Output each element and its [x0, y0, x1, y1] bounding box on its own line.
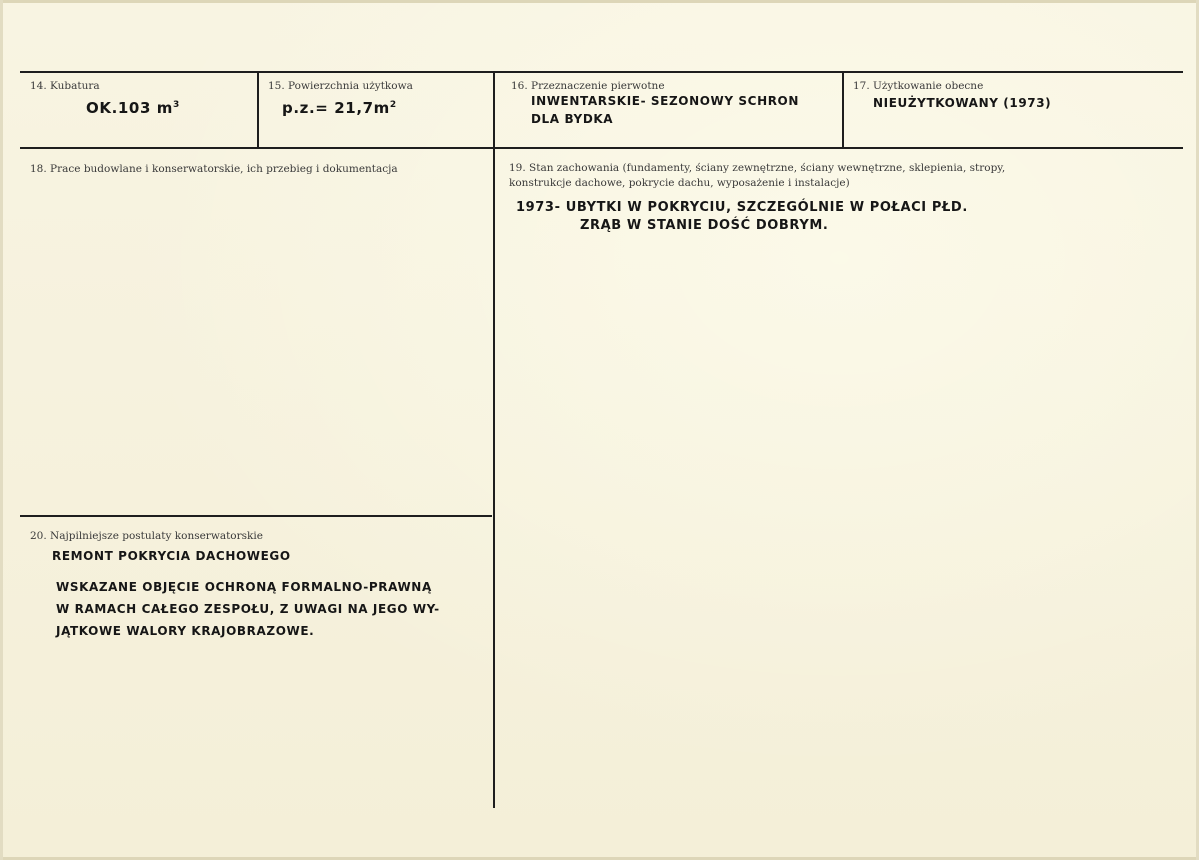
field-14-value [86, 99, 180, 117]
field-15-value-text: p.z.= 21,7m [282, 99, 390, 117]
card-edge-top [0, 0, 1199, 3]
field-19-label [509, 161, 1169, 191]
field-17-value: NIEUŻYTKOWANY (1973) [873, 96, 1052, 110]
divider-14-15 [257, 72, 259, 148]
field-14-value-exponent: 3 [173, 100, 180, 110]
field-16-value-line2: DLA BYDKA [531, 112, 614, 126]
field-20-label: 20. Najpilniejsze postulaty konserwatorskie [30, 530, 263, 542]
field-14-label: 14. Kubatura [30, 80, 100, 92]
field-20-value-line4: JĄTKOWE WALORY KRAJOBRAZOWE. [56, 624, 315, 638]
card-edge-left [0, 0, 3, 860]
header-row-rule [20, 147, 1183, 149]
divider-16-17 [842, 72, 844, 148]
divider-15-16 [493, 72, 495, 808]
field-15-value [282, 99, 397, 117]
field-16-value-line1: INWENTARSKIE- SEZONOWY SCHRON [531, 94, 799, 108]
field-16-label: 16. Przeznaczenie pierwotne [511, 80, 665, 92]
field-15-value-exponent: 2 [389, 100, 397, 110]
field-20-value-line1: REMONT POKRYCIA DACHOWEGO [52, 549, 291, 563]
field-19-value-line2: ZRĄB W STANIE DOŚĆ DOBRYM. [580, 218, 829, 233]
field-19-label-line2: konstrukcje dachowe, pokrycie dachu, wyposażenie i instalacje) [509, 177, 850, 189]
field-20-value-line3: W RAMACH CAŁEGO ZESPOŁU, Z UWAGI NA JEGO WY- [56, 602, 440, 616]
field-17-label: 17. Użytkowanie obecne [853, 80, 984, 92]
field-19-value-line1: 1973- UBYTKI W POKRYCIU, SZCZEGÓLNIE W POŁACI PŁD. [516, 200, 968, 215]
field-18-label: 18. Prace budowlane i konserwatorskie, ich przebieg i dokumentacja [30, 163, 398, 175]
field-20-value-line2: WSKAZANE OBJĘCIE OCHRONĄ FORMALNO-PRAWNĄ [56, 580, 432, 594]
field-15-label: 15. Powierzchnia użytkowa [268, 80, 413, 92]
top-rule [20, 71, 1183, 73]
field-19-label-line1: 19. Stan zachowania (fundamenty, ściany zewnętrzne, ściany wewnętrzne, sklepienia, stropy, [509, 162, 1006, 174]
left-column-split-rule [20, 515, 492, 517]
field-14-value-text: OK.103 m [86, 99, 174, 117]
